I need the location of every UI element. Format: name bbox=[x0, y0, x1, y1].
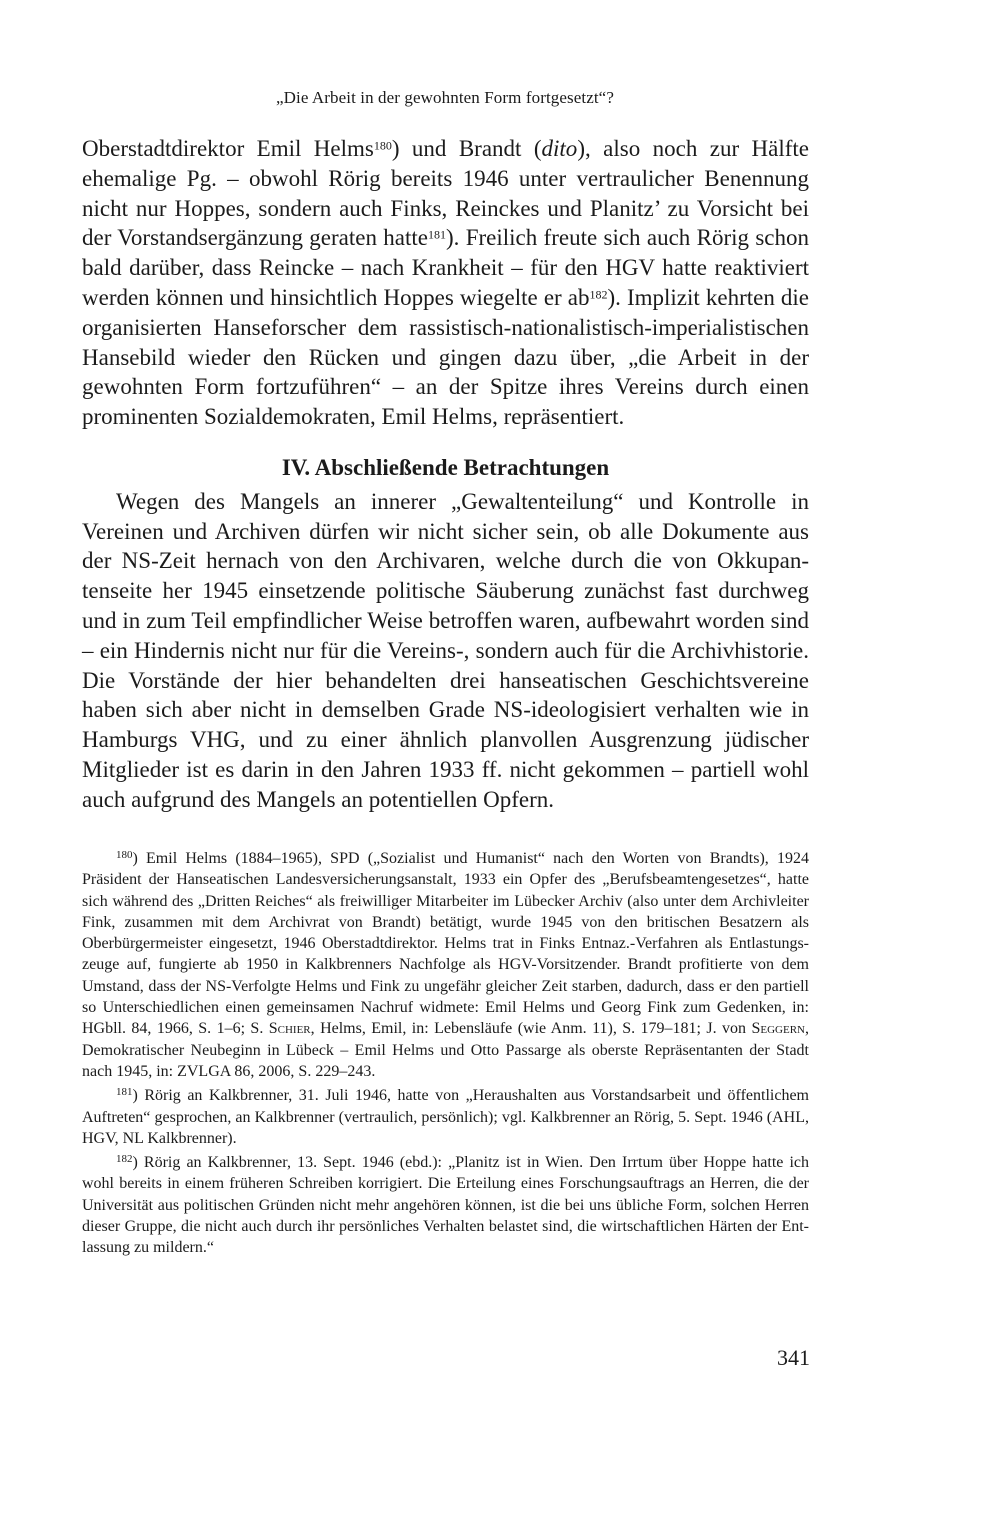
footnote-ref-182[interactable]: 182 bbox=[589, 287, 608, 302]
footnote-text: , Helms, Emil, in: Lebensläufe (wie Anm. 11), S. 179–181; J. von bbox=[310, 1020, 752, 1038]
footnotes bbox=[82, 848, 809, 1262]
footnote-number: 180 bbox=[116, 849, 133, 862]
footnote-ref-181[interactable]: 181 bbox=[427, 227, 446, 242]
footnote-text: ) Emil Helms (1884–1965), SPD („Sozialist und Humanist“ nach den Worten von Brandts), 1924 Präsident der Hanseatischen Landesversicherungsanstalt, 1933 ein Opfer des „Berufsbeamtengesetzes“, hatte sich während des „Dritten Reiches“ als freiwilliger Mitarbeiter im Lübecker Archiv (also unter dem Archivleiter Fink, zusammen mit dem Archivrat von Brandt) betätigt, wurde 1945 von den britischen Besatzern als Oberbürgermeister eingesetzt, 1946 Oberstadtdirektor. Helms trat in Finks Entnaz.-Verfahren als Entlastungszeuge auf, fungierte ab 1950 in Kalkbrenners Nachfolge als HGV-Vorsitzender. Brandt profitierte von dem Umstand, dass der NS-Verfolgte Helms und Fink zu ungefähr gleicher Zeit starben, dadurch, dass er den partiell so Unterschiedlichen einen gemeinsamen Nachruf widmete: Emil Helms und Georg Fink zum Gedenken, in: HGbll. 84, 1966, S. 1–6; S. bbox=[82, 850, 809, 1038]
text-run: Oberstadtdirektor Emil Helms bbox=[82, 136, 374, 161]
paragraph-1 bbox=[82, 134, 809, 432]
italic-text: dito bbox=[541, 136, 578, 161]
footnote-181 bbox=[82, 1085, 809, 1149]
section-heading: IV. Abschließende Betrachtungen bbox=[281, 454, 610, 480]
text-run: ), also noch zur Hälfte ehemalige Pg. – obwohl Rörig bereits 1946 unter vertraulicher Benennung nicht nur Hoppes, sondern auch Finks, Reinckes und Planitz’ zu Vorsicht bei der Vorstandsergänzung geraten hatte bbox=[82, 136, 809, 251]
footnote-text: ) Rörig an Kalkbrenner, 31. Juli 1946, hatte von „Heraushalten aus Vorstandsarbeit und öffentlichem Auftreten“ gesprochen, an Kalkbrenner (vertraulich, persönlich); vgl. Kalkbrenner an Rörig, 5. Sept. 1946 (AHL, HGV, NL Kalkbrenner). bbox=[82, 1087, 809, 1147]
footnote-180 bbox=[82, 848, 809, 1082]
running-head: „Die Arbeit in der gewohnten Form fortgesetzt“? bbox=[276, 88, 614, 107]
footnote-number: 181 bbox=[116, 1086, 133, 1099]
main-text bbox=[82, 134, 809, 815]
footnote-text: ) Rörig an Kalkbrenner, 13. Sept. 1946 (ebd.): „Planitz ist in Wien. Den Irrtum über Hoppe hatte ich wohl bereits in einem früheren Schreiben korrigiert. Die Erteilung eines Forschungsauftrags an Herren, die der Universität aus politischen Gründen nicht mehr angehören können, ist die bei uns übliche Form, solchen Herren dieser Gruppe, die nicht auch durch ihr persönliches Verhalten belastet sind, die wirtschaftlichen Härten der Entlassung zu mildern.“ bbox=[82, 1154, 809, 1257]
footnote-ref-180[interactable]: 180 bbox=[373, 138, 392, 153]
footnote-number: 182 bbox=[116, 1153, 133, 1166]
text-run: ) und Brandt ( bbox=[391, 136, 542, 161]
text-run: ). Freilich freute sich auch Rörig schon bald darüber, dass Reincke – nach Krankheit – für den HGV hatte reaktiviert werden können und hinsichtlich Hoppes wiegelte er ab bbox=[82, 225, 809, 310]
footnote-182 bbox=[82, 1152, 809, 1258]
page-number: 341 bbox=[777, 1345, 810, 1370]
author-name: Schier bbox=[268, 1020, 311, 1038]
footnote-text: , Demokratischer Neubeginn in Lübeck – Emil Helms und Otto Passarge als oberste Repräsentanten der Stadt nach 1945, in: ZVLGA 86, 2006, S. 229–243. bbox=[82, 1020, 809, 1080]
paragraph-2: Wegen des Mangels an innerer „Gewaltenteilung“ und Kontrolle in Vereinen und Archiven dürfen wir nicht sicher sein, ob alle Dokumente aus der NS-Zeit hernach von den Archivaren, welche durch die von Okkupantenseite her 1945 einsetzende politische Säuberung zunächst fast durchweg und in zum Teil empfindlicher Weise betroffen waren, aufbewahrt worden sind – ein Hindernis nicht nur für die Vereins-, sondern auch für die Archivhistorie. Die Vorstände der hier behandelten drei hanseatischen Geschichtsvereine haben sich aber nicht in demselben Grade NS-ideologisiert verhalten wie in Hamburgs VHG, und zu einer ähnlich planvollen Ausgrenzung jüdischer Mitglieder ist es darin in den Jahren 1933 ff. nicht gekommen – partiell wohl auch aufgrund des Mangels an potentiellen Opfern. bbox=[82, 488, 809, 812]
text-run: ). Implizit kehrten die organisierten Hanseforscher dem rassistisch-nationalistisch-imperialistischen Hansebild wieder den Rücken und gingen dazu über, „die Arbeit in der gewohnten Form fortzuführen“ – an der Spitze ihres Vereins durch einen prominenten Sozialdemokraten, Emil Helms, repräsentiert. bbox=[82, 284, 809, 430]
author-name: Seggern bbox=[751, 1020, 805, 1038]
